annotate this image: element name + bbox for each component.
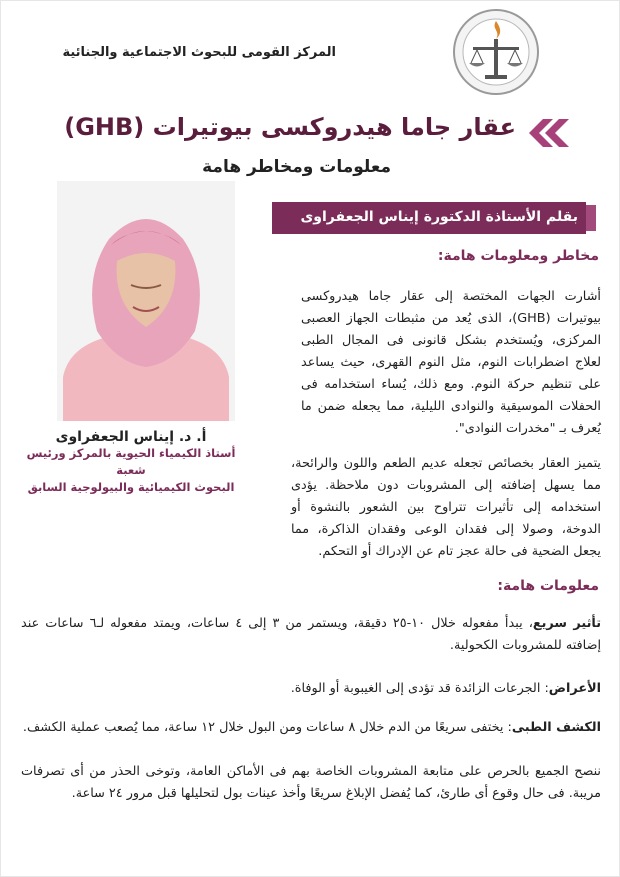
author-banner-text: بقلم الأستاذة الدكتورة إيناس الجعفراوى (300, 209, 578, 225)
author-banner-tab (586, 205, 596, 231)
info-heading: معلومات هامة: (497, 578, 599, 594)
advice-paragraph: ننصح الجميع بالحرص على متابعة المشروبات الخاصة بهم فى الأماكن العامة، وتوخى الحذر من أى تصرفات مريبة. فى حال وقوع أى طارئ، كما يُفضل الإبلاغ سريعًا وأخذ عينات بول لتحليلها قبل مرور ٢٤ ساعة. (21, 764, 601, 801)
symptoms-text: : الجرعات الزائدة قد تؤدى إلى الغيبوبة أو الوفاة. (290, 681, 549, 696)
risks-paragraph-2: يتميز العقار بخصائص تجعله عديم الطعم واللون والرائحة، مما يسهل إضافته إلى المشروبات دون ملاحظة. يؤدى استخدامه إلى تأثيرات تتراوح بين الشعور بالنشوة أو الدوخة، وصولا إلى فقدان الوعى وفقدان الذاكرة، مما يجعل الضحية فى حالة عجز تام عن الإدراك أو التحكم. (291, 456, 601, 559)
detection-paragraph (21, 717, 601, 739)
author-name: أ. د. إيناس الجعفراوى (55, 429, 207, 445)
detection-text: : يختفى سريعًا من الدم خلال ٨ ساعات ومن البول خلال ١٢ ساعة، مما يُصعب عملية الكشف. (22, 720, 512, 735)
symptoms-label: الأعراض (548, 681, 601, 696)
risks-paragraph-1: أشارت الجهات المختصة إلى عقار جاما هيدروكسى بيوتيرات (GHB)، الذى يُعد من مثبطات الجهاز العصبى المركزى، ويُستخدم بشكل قانونى فى المجال الطبى لعلاج اضطرابات النوم، مثل النوم القهرى، حيث يساعد على تنظيم حركة النوم. ومع ذلك، يُساء استخدامه فى الحفلات الموسيقية والنوادى الليلية، مما يجعله ضمن ما يُعرف بـ "مخدرات النوادى". (301, 289, 601, 436)
author-role-line-1: أستاذ الكيمياء الحيوية بالمركز ورئيس شعبة (26, 446, 236, 477)
risks-heading: مخاطر ومعلومات هامة: (437, 248, 599, 264)
org-name: المركز القومى للبحوث الاجتماعية والجنائية (62, 45, 336, 60)
main-title: عقار جاما هيدروكسى بيوتيرات (GHB) (64, 113, 516, 141)
effect-paragraph (21, 613, 601, 657)
effect-text: ، يبدأ مفعوله خلال ١٠-٢٥ دقيقة، ويستمر من ٣ إلى ٤ ساعات، ويمتد مفعوله لـ٦ ساعات عند إضافته للمشروبات الكحولية. (21, 616, 601, 653)
subtitle: معلومات ومخاطر هامة (202, 157, 391, 177)
scales-of-justice-logo (451, 7, 541, 97)
chevron-arrows-icon (521, 115, 581, 151)
symptoms-paragraph (21, 678, 601, 700)
author-caption (11, 429, 251, 496)
author-banner (272, 202, 596, 234)
effect-label: تأثير سريع (532, 616, 601, 631)
detection-label: الكشف الطبى (511, 720, 601, 735)
author-role-line-2: البحوث الكيميائية والبيولوجية السابق (27, 480, 235, 494)
author-photo (57, 181, 235, 421)
